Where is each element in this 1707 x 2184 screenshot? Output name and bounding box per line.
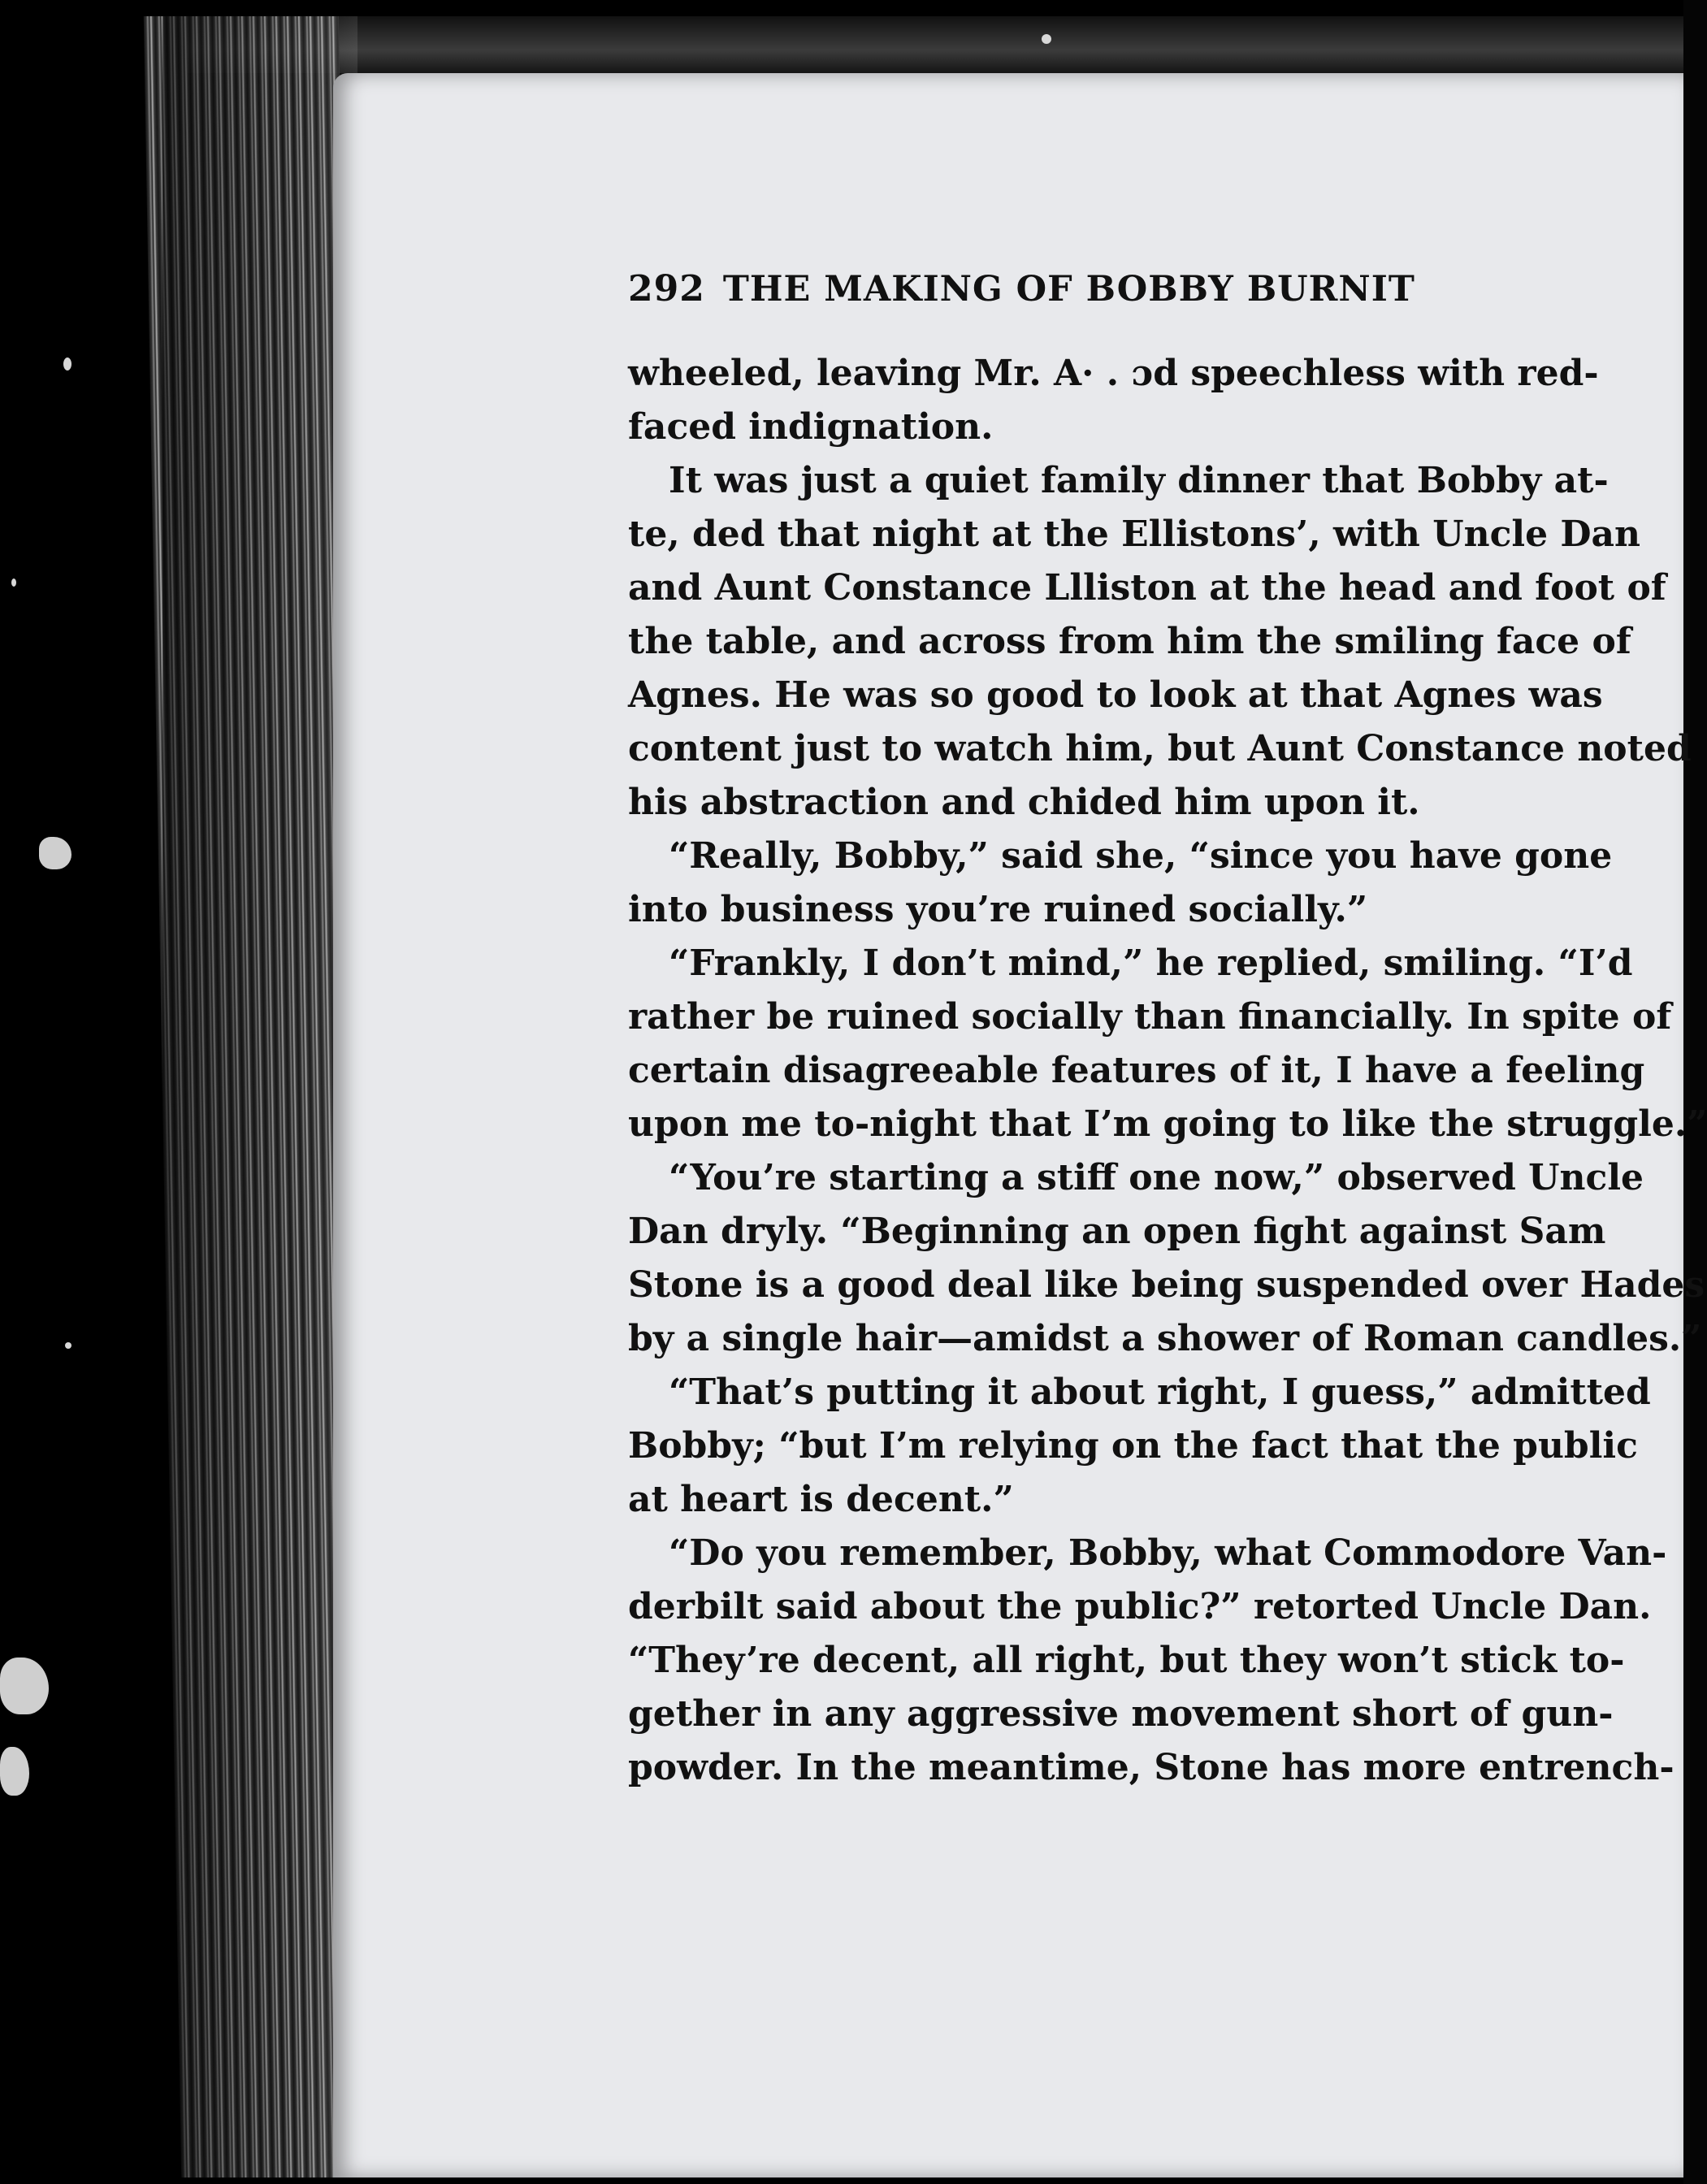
text-line: Stone is a good deal like being suspended over Hades bbox=[628, 1264, 1705, 1306]
text-line: powder. In the meantime, Stone has more entrench- bbox=[628, 1747, 1675, 1788]
text-line: faced indignation. bbox=[628, 406, 994, 448]
book-title: THE MAKING OF BOBBY BURNIT bbox=[722, 269, 1415, 310]
scan-artifact bbox=[0, 1747, 29, 1796]
text-line: Bobby; “but I’m relying on the fact that the public bbox=[628, 1425, 1638, 1467]
running-head bbox=[628, 268, 1591, 310]
dust-speck bbox=[65, 1342, 71, 1349]
page-text bbox=[628, 268, 1707, 1795]
text-line: “That’s putting it about right, I guess,” admitted bbox=[669, 1372, 1651, 1413]
book-top-rim bbox=[187, 16, 1683, 73]
text-line: “They’re decent, all right, but they won’t stick to- bbox=[628, 1640, 1625, 1681]
dust-speck bbox=[11, 578, 16, 587]
text-line: content just to watch him, but Aunt Constance noted bbox=[628, 728, 1692, 769]
dust-speck bbox=[1042, 34, 1051, 44]
scan-artifact bbox=[39, 837, 71, 869]
text-line: te, ded that night at the Ellistons’, with Uncle Dan bbox=[628, 514, 1641, 555]
text-line: It was just a quiet family dinner that Bobby at- bbox=[669, 460, 1609, 501]
text-line: “Do you remember, Bobby, what Commodore Van- bbox=[669, 1532, 1667, 1574]
text-line: gether in any aggressive movement short of gun- bbox=[628, 1693, 1614, 1735]
fore-edge-shadow bbox=[162, 16, 357, 2178]
text-line: by a single hair—amidst a shower of Roman candles.” bbox=[628, 1318, 1702, 1359]
text-line: his abstraction and chided him upon it. bbox=[628, 782, 1420, 823]
text-line: at heart is decent.” bbox=[628, 1479, 1014, 1520]
page-number: 292 bbox=[628, 268, 705, 310]
scan-artifact bbox=[0, 1658, 49, 1714]
text-line: wheeled, leaving Mr. A· . ɔd speechless with red- bbox=[628, 353, 1599, 394]
text-line: “You’re starting a stiff one now,” observed Uncle bbox=[669, 1157, 1644, 1198]
text-line: certain disagreeable features of it, I have a feeling bbox=[628, 1050, 1645, 1091]
dust-speck bbox=[63, 358, 71, 370]
text-line: Agnes. He was so good to look at that Agnes was bbox=[628, 674, 1603, 716]
text-line: into business you’re ruined socially.” bbox=[628, 889, 1368, 930]
text-line: and Aunt Constance Llliston at the head and foot of bbox=[628, 567, 1666, 609]
text-line: upon me to-night that I’m going to like the struggle.” bbox=[628, 1103, 1707, 1145]
text-line: derbilt said about the public?” retorted Uncle Dan. bbox=[628, 1586, 1652, 1627]
text-line: Dan dryly. “Beginning an open fight against Sam bbox=[628, 1211, 1606, 1252]
text-line: “Frankly, I don’t mind,” he replied, smiling. “I’d bbox=[669, 942, 1633, 984]
text-line: the table, and across from him the smiling face of bbox=[628, 621, 1631, 662]
body-text bbox=[628, 347, 1707, 1795]
text-line: “Really, Bobby,” said she, “since you have gone bbox=[669, 835, 1613, 877]
text-line: rather be ruined socially than financially. In spite of bbox=[628, 996, 1672, 1038]
